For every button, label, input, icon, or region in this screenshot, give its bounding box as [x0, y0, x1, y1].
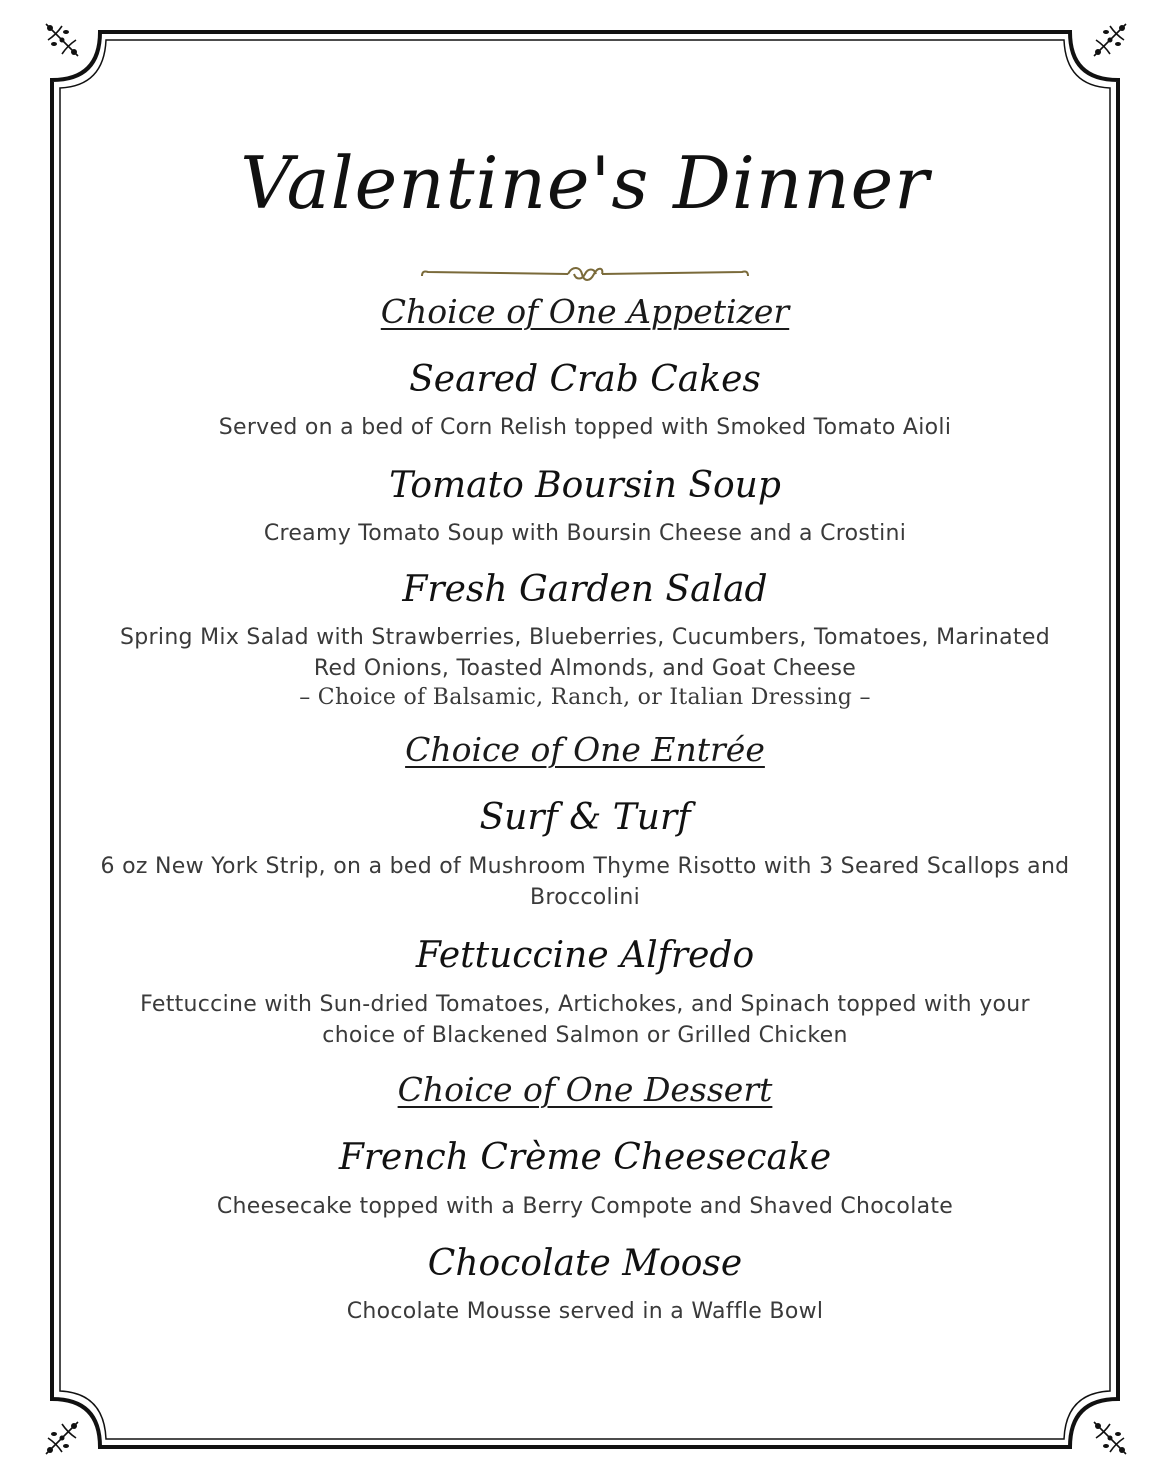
menu-item-description: Spring Mix Salad with Strawberries, Blueberries, Cucumbers, Tomatoes, Marinated Red Onions, Toasted Almonds, and Goat Cheese	[120, 625, 1050, 681]
menu-item-description: Creamy Tomato Soup with Boursin Cheese and a Crostini	[263, 521, 907, 546]
floral-ornament-icon	[40, 1416, 84, 1460]
flourish-divider-icon	[418, 262, 752, 286]
section-heading-dessert: Choice of One Dessert	[397, 1070, 773, 1109]
section-heading-entree: Choice of One Entrée	[405, 730, 765, 769]
menu-item-name: Surf & Turf	[479, 797, 691, 838]
floral-ornament-icon	[1088, 1416, 1132, 1460]
menu-item-name: Fettuccine Alfredo	[415, 935, 755, 976]
floral-ornament-icon	[40, 18, 84, 62]
menu-item-name: Tomato Boursin Soup	[389, 465, 781, 506]
menu-item-description: Fettuccine with Sun-dried Tomatoes, Artichokes, and Spinach topped with your choice of Blackened Salmon or Grilled Chicken	[140, 992, 1030, 1048]
menu-item-description: Cheesecake topped with a Berry Compote and Shaved Chocolate	[216, 1194, 954, 1219]
page-title: Valentine's Dinner	[240, 141, 930, 225]
dressing-note: – Choice of Balsamic, Ranch, or Italian Dressing –	[299, 685, 871, 710]
menu-item-name: French Crème Cheesecake	[338, 1137, 832, 1178]
menu-item-note	[100, 684, 1070, 711]
menu-item-name: Seared Crab Cakes	[409, 359, 761, 400]
menu-item-description: 6 oz New York Strip, on a bed of Mushroom Thyme Risotto with 3 Seared Scallops and Broccolini	[100, 854, 1070, 910]
menu-item-description: Chocolate Mousse served in a Waffle Bowl	[346, 1299, 824, 1324]
menu-item-name: Chocolate Moose	[427, 1243, 743, 1284]
floral-ornament-icon	[1088, 18, 1132, 62]
menu-item-name: Fresh Garden Salad	[402, 569, 768, 610]
section-heading-appetizer: Choice of One Appetizer	[380, 292, 790, 331]
menu-item-description: Served on a bed of Corn Relish topped with Smoked Tomato Aioli	[218, 415, 952, 440]
